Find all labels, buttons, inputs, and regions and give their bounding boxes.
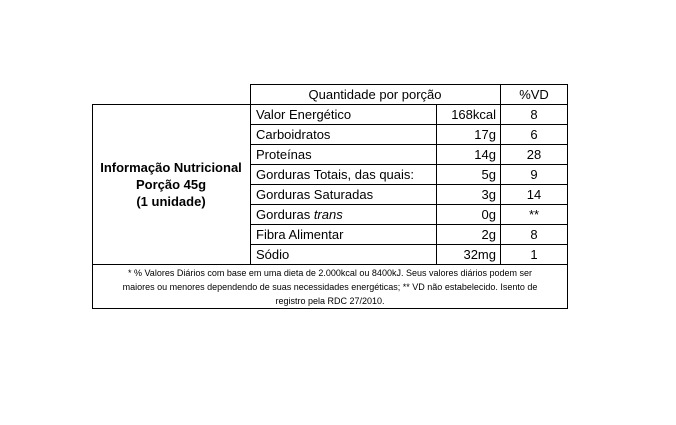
nutrient-daily-value: 14 [526, 186, 542, 202]
column-divider [436, 104, 437, 265]
footnote-line: registro pela RDC 27/2010. [275, 296, 385, 306]
nutrient-amount: 2g [481, 226, 496, 242]
table-border [567, 84, 568, 265]
nutrient-amount: 0g [481, 206, 496, 222]
nutrient-daily-value: 6 [530, 126, 538, 142]
row-divider [250, 204, 568, 205]
serving-units: (1 unidade) [136, 194, 206, 209]
nutrient-amount: 17g [474, 126, 496, 142]
nutrient-amount: 14g [474, 146, 496, 162]
nutrition-footnote [92, 265, 568, 309]
serving-size: Porção 45g [135, 177, 207, 192]
percent-daily-value-header: %VD [519, 86, 549, 102]
row-divider [250, 124, 568, 125]
nutrition-grid [92, 84, 568, 265]
nutrient-name: Proteínas [256, 146, 312, 162]
nutrition-title: Informação Nutricional [100, 160, 242, 175]
nutrient-amount: 3g [481, 186, 496, 202]
row-divider [250, 224, 568, 225]
nutrient-name-italic: trans [313, 206, 343, 222]
nutrition-facts-table [92, 84, 568, 265]
footnote-line: * % Valores Diários com base em uma dieta de 2.000kcal ou 8400kJ. Seus valores diários podem ser [127, 268, 533, 278]
table-border [92, 104, 93, 265]
nutrient-daily-value: 8 [530, 106, 538, 122]
nutrient-daily-value: 28 [526, 146, 542, 162]
nutrient-name-trans-fat [250, 204, 436, 224]
row-divider [250, 244, 568, 245]
quantity-per-serving-header: Quantidade por porção [308, 86, 442, 102]
nutrient-name: Sódio [256, 247, 290, 262]
table-border [92, 104, 568, 105]
nutrient-name: Gorduras Totais, das quais: [256, 166, 415, 182]
nutrient-amount: 168kcal [451, 106, 496, 122]
nutrient-name: Fibra Alimentar [256, 226, 344, 242]
nutrient-name: Gorduras Saturadas [256, 186, 374, 202]
nutrition-title-block [92, 104, 250, 265]
column-divider [500, 84, 501, 265]
row-divider [250, 184, 568, 185]
nutrient-amount: 32mg [463, 247, 496, 262]
row-divider [250, 144, 568, 145]
nutrient-name: Valor Energético [256, 106, 352, 122]
nutrient-amount: 5g [481, 166, 496, 182]
table-border [250, 84, 568, 85]
footnote-line: maiores ou menores dependendo de suas necessidades energéticas; ** VD não estabelecido. Isento de [122, 282, 538, 292]
nutrient-name: Gorduras [256, 206, 314, 222]
nutrient-daily-value: ** [528, 206, 540, 222]
row-divider [250, 164, 568, 165]
nutrient-daily-value: 9 [530, 166, 538, 182]
nutrient-daily-value: 1 [530, 247, 538, 262]
nutrient-daily-value: 8 [530, 226, 538, 242]
column-divider [250, 84, 251, 265]
nutrient-name: Carboidratos [256, 126, 331, 142]
